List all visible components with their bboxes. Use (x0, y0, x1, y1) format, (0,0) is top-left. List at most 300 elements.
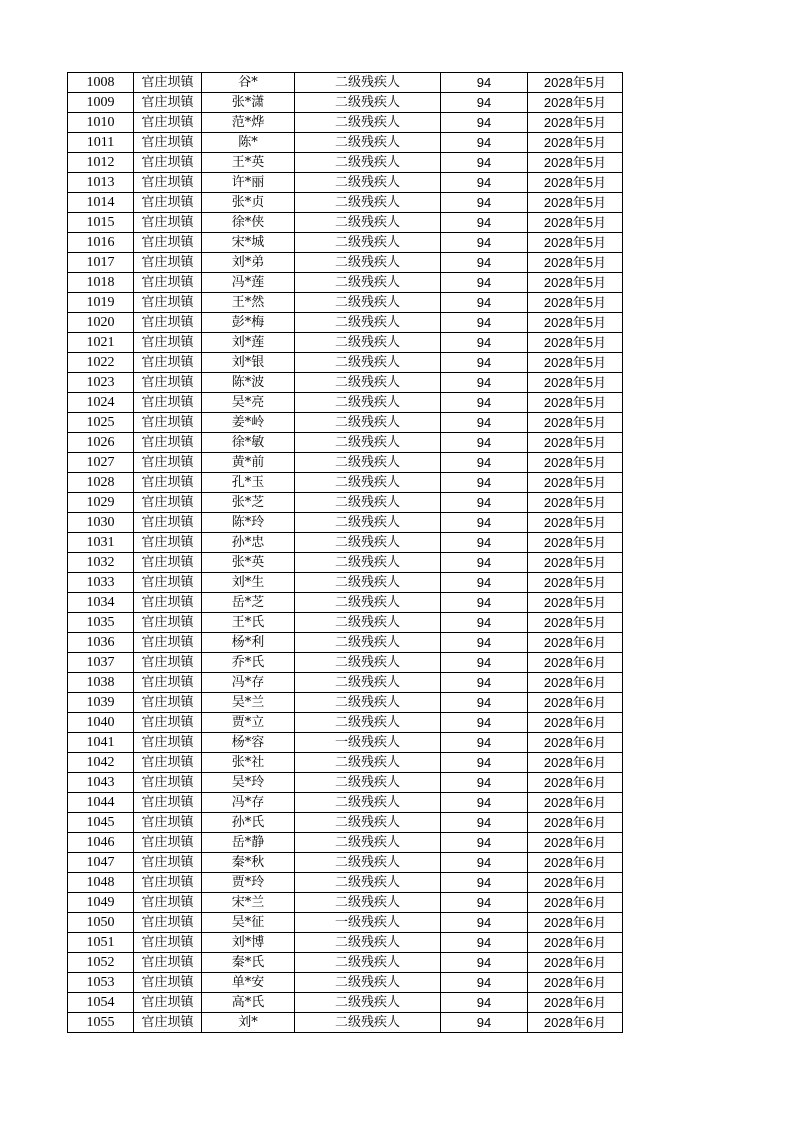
disability-level-cell: 二级残疾人 (295, 713, 441, 733)
disability-level-cell: 二级残疾人 (295, 433, 441, 453)
town-cell: 官庄坝镇 (134, 933, 202, 953)
disability-level-cell: 二级残疾人 (295, 613, 441, 633)
disability-level-cell: 二级残疾人 (295, 93, 441, 113)
table-row (68, 873, 623, 893)
name-cell: 贾*玲 (202, 873, 295, 893)
table-row (68, 153, 623, 173)
town-cell: 官庄坝镇 (134, 633, 202, 653)
date-cell: 2028年6月 (528, 773, 623, 793)
date-cell: 2028年5月 (528, 293, 623, 313)
row-number-cell: 1042 (68, 753, 134, 773)
amount-cell: 94 (441, 453, 528, 473)
table-row (68, 533, 623, 553)
date-cell: 2028年6月 (528, 953, 623, 973)
town-cell: 官庄坝镇 (134, 593, 202, 613)
row-number-cell: 1033 (68, 573, 134, 593)
town-cell: 官庄坝镇 (134, 273, 202, 293)
name-cell: 徐*敏 (202, 433, 295, 453)
disability-level-cell: 二级残疾人 (295, 273, 441, 293)
disability-level-cell: 二级残疾人 (295, 493, 441, 513)
date-cell: 2028年5月 (528, 113, 623, 133)
date-cell: 2028年5月 (528, 473, 623, 493)
disability-level-cell: 二级残疾人 (295, 213, 441, 233)
amount-cell: 94 (441, 433, 528, 453)
amount-cell: 94 (441, 853, 528, 873)
town-cell: 官庄坝镇 (134, 713, 202, 733)
table-row (68, 413, 623, 433)
name-cell: 刘* (202, 1013, 295, 1033)
amount-cell: 94 (441, 953, 528, 973)
name-cell: 宋*城 (202, 233, 295, 253)
disability-level-cell: 二级残疾人 (295, 833, 441, 853)
row-number-cell: 1038 (68, 673, 134, 693)
disability-level-cell: 二级残疾人 (295, 993, 441, 1013)
date-cell: 2028年5月 (528, 553, 623, 573)
disability-level-cell: 二级残疾人 (295, 813, 441, 833)
disability-level-cell: 二级残疾人 (295, 653, 441, 673)
amount-cell: 94 (441, 373, 528, 393)
table-row (68, 313, 623, 333)
disability-level-cell: 二级残疾人 (295, 293, 441, 313)
amount-cell: 94 (441, 73, 528, 93)
name-cell: 秦*秋 (202, 853, 295, 873)
row-number-cell: 1012 (68, 153, 134, 173)
town-cell: 官庄坝镇 (134, 753, 202, 773)
town-cell: 官庄坝镇 (134, 133, 202, 153)
amount-cell: 94 (441, 913, 528, 933)
name-cell: 王*氏 (202, 613, 295, 633)
date-cell: 2028年6月 (528, 693, 623, 713)
row-number-cell: 1037 (68, 653, 134, 673)
town-cell: 官庄坝镇 (134, 613, 202, 633)
amount-cell: 94 (441, 793, 528, 813)
amount-cell: 94 (441, 933, 528, 953)
row-number-cell: 1053 (68, 973, 134, 993)
row-number-cell: 1009 (68, 93, 134, 113)
amount-cell: 94 (441, 633, 528, 653)
amount-cell: 94 (441, 153, 528, 173)
date-cell: 2028年5月 (528, 213, 623, 233)
table-row (68, 1013, 623, 1033)
amount-cell: 94 (441, 873, 528, 893)
row-number-cell: 1008 (68, 73, 134, 93)
table-row (68, 673, 623, 693)
amount-cell: 94 (441, 713, 528, 733)
table-row (68, 733, 623, 753)
amount-cell: 94 (441, 353, 528, 373)
town-cell: 官庄坝镇 (134, 553, 202, 573)
table-row (68, 793, 623, 813)
row-number-cell: 1016 (68, 233, 134, 253)
town-cell: 官庄坝镇 (134, 73, 202, 93)
row-number-cell: 1018 (68, 273, 134, 293)
row-number-cell: 1031 (68, 533, 134, 553)
table-row (68, 293, 623, 313)
disability-level-cell: 二级残疾人 (295, 693, 441, 713)
town-cell: 官庄坝镇 (134, 813, 202, 833)
disability-level-cell: 二级残疾人 (295, 873, 441, 893)
disability-level-cell: 二级残疾人 (295, 413, 441, 433)
amount-cell: 94 (441, 313, 528, 333)
town-cell: 官庄坝镇 (134, 913, 202, 933)
amount-cell: 94 (441, 653, 528, 673)
table-row (68, 113, 623, 133)
town-cell: 官庄坝镇 (134, 793, 202, 813)
disability-level-cell: 二级残疾人 (295, 133, 441, 153)
town-cell: 官庄坝镇 (134, 493, 202, 513)
town-cell: 官庄坝镇 (134, 433, 202, 453)
date-cell: 2028年5月 (528, 133, 623, 153)
name-cell: 杨*利 (202, 633, 295, 653)
table-row (68, 913, 623, 933)
town-cell: 官庄坝镇 (134, 193, 202, 213)
row-number-cell: 1039 (68, 693, 134, 713)
table-row (68, 893, 623, 913)
table-row (68, 333, 623, 353)
amount-cell: 94 (441, 993, 528, 1013)
disability-level-cell: 二级残疾人 (295, 633, 441, 653)
amount-cell: 94 (441, 733, 528, 753)
disability-level-cell: 二级残疾人 (295, 753, 441, 773)
disability-level-cell: 二级残疾人 (295, 1013, 441, 1033)
name-cell: 彭*梅 (202, 313, 295, 333)
date-cell: 2028年5月 (528, 253, 623, 273)
row-number-cell: 1032 (68, 553, 134, 573)
town-cell: 官庄坝镇 (134, 393, 202, 413)
table-row (68, 213, 623, 233)
name-cell: 吴*玲 (202, 773, 295, 793)
name-cell: 吴*兰 (202, 693, 295, 713)
name-cell: 张*英 (202, 553, 295, 573)
town-cell: 官庄坝镇 (134, 653, 202, 673)
row-number-cell: 1027 (68, 453, 134, 473)
amount-cell: 94 (441, 753, 528, 773)
row-number-cell: 1049 (68, 893, 134, 913)
row-number-cell: 1017 (68, 253, 134, 273)
row-number-cell: 1011 (68, 133, 134, 153)
date-cell: 2028年6月 (528, 893, 623, 913)
name-cell: 姜*岭 (202, 413, 295, 433)
town-cell: 官庄坝镇 (134, 833, 202, 853)
row-number-cell: 1020 (68, 313, 134, 333)
date-cell: 2028年6月 (528, 913, 623, 933)
disability-level-cell: 二级残疾人 (295, 473, 441, 493)
disability-level-cell: 二级残疾人 (295, 73, 441, 93)
name-cell: 吴*征 (202, 913, 295, 933)
amount-cell: 94 (441, 213, 528, 233)
date-cell: 2028年6月 (528, 813, 623, 833)
amount-cell: 94 (441, 573, 528, 593)
table-row (68, 713, 623, 733)
disability-level-cell: 二级残疾人 (295, 513, 441, 533)
date-cell: 2028年5月 (528, 373, 623, 393)
table-row (68, 833, 623, 853)
town-cell: 官庄坝镇 (134, 573, 202, 593)
date-cell: 2028年5月 (528, 73, 623, 93)
name-cell: 贾*立 (202, 713, 295, 733)
disability-level-cell: 二级残疾人 (295, 373, 441, 393)
row-number-cell: 1030 (68, 513, 134, 533)
row-number-cell: 1019 (68, 293, 134, 313)
date-cell: 2028年6月 (528, 733, 623, 753)
town-cell: 官庄坝镇 (134, 353, 202, 373)
row-number-cell: 1040 (68, 713, 134, 733)
town-cell: 官庄坝镇 (134, 233, 202, 253)
table-row (68, 73, 623, 93)
date-cell: 2028年5月 (528, 353, 623, 373)
town-cell: 官庄坝镇 (134, 533, 202, 553)
table-row (68, 933, 623, 953)
name-cell: 陈*波 (202, 373, 295, 393)
disability-level-cell: 二级残疾人 (295, 333, 441, 353)
row-number-cell: 1051 (68, 933, 134, 953)
date-cell: 2028年5月 (528, 273, 623, 293)
town-cell: 官庄坝镇 (134, 413, 202, 433)
row-number-cell: 1054 (68, 993, 134, 1013)
date-cell: 2028年6月 (528, 653, 623, 673)
disability-level-cell: 二级残疾人 (295, 113, 441, 133)
row-number-cell: 1014 (68, 193, 134, 213)
disability-level-cell: 一级残疾人 (295, 913, 441, 933)
amount-cell: 94 (441, 493, 528, 513)
row-number-cell: 1046 (68, 833, 134, 853)
table-row (68, 593, 623, 613)
amount-cell: 94 (441, 293, 528, 313)
name-cell: 岳*静 (202, 833, 295, 853)
table-row (68, 373, 623, 393)
row-number-cell: 1045 (68, 813, 134, 833)
row-number-cell: 1041 (68, 733, 134, 753)
name-cell: 秦*氏 (202, 953, 295, 973)
town-cell: 官庄坝镇 (134, 953, 202, 973)
town-cell: 官庄坝镇 (134, 893, 202, 913)
table-row (68, 993, 623, 1013)
name-cell: 刘*弟 (202, 253, 295, 273)
disability-level-cell: 二级残疾人 (295, 453, 441, 473)
row-number-cell: 1043 (68, 773, 134, 793)
row-number-cell: 1036 (68, 633, 134, 653)
date-cell: 2028年5月 (528, 333, 623, 353)
table-row (68, 433, 623, 453)
amount-cell: 94 (441, 513, 528, 533)
disability-level-cell: 二级残疾人 (295, 353, 441, 373)
date-cell: 2028年5月 (528, 233, 623, 253)
table-row (68, 493, 623, 513)
row-number-cell: 1052 (68, 953, 134, 973)
disability-level-cell: 二级残疾人 (295, 673, 441, 693)
table-row (68, 973, 623, 993)
name-cell: 张*芝 (202, 493, 295, 513)
town-cell: 官庄坝镇 (134, 773, 202, 793)
date-cell: 2028年5月 (528, 313, 623, 333)
name-cell: 许*丽 (202, 173, 295, 193)
row-number-cell: 1015 (68, 213, 134, 233)
table-body (68, 73, 623, 1033)
table-row (68, 453, 623, 473)
disability-level-cell: 二级残疾人 (295, 973, 441, 993)
town-cell: 官庄坝镇 (134, 113, 202, 133)
town-cell: 官庄坝镇 (134, 873, 202, 893)
amount-cell: 94 (441, 273, 528, 293)
table-row (68, 633, 623, 653)
row-number-cell: 1023 (68, 373, 134, 393)
disability-level-cell: 二级残疾人 (295, 233, 441, 253)
row-number-cell: 1047 (68, 853, 134, 873)
name-cell: 冯*存 (202, 793, 295, 813)
row-number-cell: 1048 (68, 873, 134, 893)
row-number-cell: 1050 (68, 913, 134, 933)
name-cell: 黄*前 (202, 453, 295, 473)
row-number-cell: 1035 (68, 613, 134, 633)
table-row (68, 513, 623, 533)
name-cell: 王*英 (202, 153, 295, 173)
row-number-cell: 1025 (68, 413, 134, 433)
row-number-cell: 1055 (68, 1013, 134, 1033)
date-cell: 2028年6月 (528, 833, 623, 853)
amount-cell: 94 (441, 693, 528, 713)
town-cell: 官庄坝镇 (134, 213, 202, 233)
disability-level-cell: 二级残疾人 (295, 953, 441, 973)
date-cell: 2028年6月 (528, 933, 623, 953)
name-cell: 高*氏 (202, 993, 295, 1013)
amount-cell: 94 (441, 193, 528, 213)
date-cell: 2028年5月 (528, 573, 623, 593)
row-number-cell: 1044 (68, 793, 134, 813)
town-cell: 官庄坝镇 (134, 93, 202, 113)
town-cell: 官庄坝镇 (134, 453, 202, 473)
amount-cell: 94 (441, 413, 528, 433)
town-cell: 官庄坝镇 (134, 253, 202, 273)
disability-level-cell: 二级残疾人 (295, 193, 441, 213)
town-cell: 官庄坝镇 (134, 473, 202, 493)
town-cell: 官庄坝镇 (134, 1013, 202, 1033)
town-cell: 官庄坝镇 (134, 993, 202, 1013)
disability-level-cell: 二级残疾人 (295, 933, 441, 953)
name-cell: 陈* (202, 133, 295, 153)
name-cell: 孙*氏 (202, 813, 295, 833)
town-cell: 官庄坝镇 (134, 733, 202, 753)
date-cell: 2028年5月 (528, 613, 623, 633)
town-cell: 官庄坝镇 (134, 373, 202, 393)
amount-cell: 94 (441, 133, 528, 153)
name-cell: 陈*玲 (202, 513, 295, 533)
table-row (68, 233, 623, 253)
date-cell: 2028年6月 (528, 713, 623, 733)
amount-cell: 94 (441, 553, 528, 573)
name-cell: 杨*容 (202, 733, 295, 753)
name-cell: 宋*兰 (202, 893, 295, 913)
date-cell: 2028年5月 (528, 393, 623, 413)
amount-cell: 94 (441, 113, 528, 133)
date-cell: 2028年5月 (528, 193, 623, 213)
row-number-cell: 1026 (68, 433, 134, 453)
amount-cell: 94 (441, 253, 528, 273)
name-cell: 王*然 (202, 293, 295, 313)
amount-cell: 94 (441, 533, 528, 553)
town-cell: 官庄坝镇 (134, 853, 202, 873)
data-table (67, 72, 623, 1033)
date-cell: 2028年5月 (528, 413, 623, 433)
table-row (68, 273, 623, 293)
disability-level-cell: 二级残疾人 (295, 773, 441, 793)
date-cell: 2028年5月 (528, 533, 623, 553)
date-cell: 2028年6月 (528, 993, 623, 1013)
table-row (68, 93, 623, 113)
table-row (68, 193, 623, 213)
row-number-cell: 1028 (68, 473, 134, 493)
town-cell: 官庄坝镇 (134, 173, 202, 193)
name-cell: 刘*银 (202, 353, 295, 373)
amount-cell: 94 (441, 1013, 528, 1033)
name-cell: 孙*忠 (202, 533, 295, 553)
table-row (68, 773, 623, 793)
row-number-cell: 1021 (68, 333, 134, 353)
amount-cell: 94 (441, 93, 528, 113)
table-row (68, 173, 623, 193)
name-cell: 张*潇 (202, 93, 295, 113)
date-cell: 2028年5月 (528, 513, 623, 533)
table-row (68, 553, 623, 573)
name-cell: 岳*芝 (202, 593, 295, 613)
table-row (68, 953, 623, 973)
date-cell: 2028年6月 (528, 1013, 623, 1033)
name-cell: 范*烨 (202, 113, 295, 133)
table-row (68, 133, 623, 153)
date-cell: 2028年6月 (528, 633, 623, 653)
amount-cell: 94 (441, 893, 528, 913)
town-cell: 官庄坝镇 (134, 973, 202, 993)
table-row (68, 853, 623, 873)
table-row (68, 573, 623, 593)
table-row (68, 693, 623, 713)
town-cell: 官庄坝镇 (134, 333, 202, 353)
town-cell: 官庄坝镇 (134, 673, 202, 693)
name-cell: 孔*玉 (202, 473, 295, 493)
date-cell: 2028年5月 (528, 153, 623, 173)
name-cell: 冯*存 (202, 673, 295, 693)
row-number-cell: 1024 (68, 393, 134, 413)
name-cell: 谷* (202, 73, 295, 93)
amount-cell: 94 (441, 813, 528, 833)
amount-cell: 94 (441, 773, 528, 793)
disability-level-cell: 二级残疾人 (295, 533, 441, 553)
disability-level-cell: 二级残疾人 (295, 793, 441, 813)
amount-cell: 94 (441, 393, 528, 413)
disability-level-cell: 二级残疾人 (295, 393, 441, 413)
date-cell: 2028年6月 (528, 973, 623, 993)
disability-level-cell: 二级残疾人 (295, 173, 441, 193)
name-cell: 刘*莲 (202, 333, 295, 353)
disability-level-cell: 二级残疾人 (295, 593, 441, 613)
town-cell: 官庄坝镇 (134, 693, 202, 713)
table-row (68, 613, 623, 633)
date-cell: 2028年5月 (528, 493, 623, 513)
date-cell: 2028年6月 (528, 873, 623, 893)
name-cell: 张*社 (202, 753, 295, 773)
name-cell: 单*安 (202, 973, 295, 993)
disability-level-cell: 二级残疾人 (295, 893, 441, 913)
name-cell: 乔*氏 (202, 653, 295, 673)
table-row (68, 353, 623, 373)
disability-level-cell: 二级残疾人 (295, 573, 441, 593)
town-cell: 官庄坝镇 (134, 153, 202, 173)
amount-cell: 94 (441, 673, 528, 693)
table-row (68, 753, 623, 773)
disability-level-cell: 二级残疾人 (295, 553, 441, 573)
town-cell: 官庄坝镇 (134, 293, 202, 313)
row-number-cell: 1010 (68, 113, 134, 133)
amount-cell: 94 (441, 613, 528, 633)
